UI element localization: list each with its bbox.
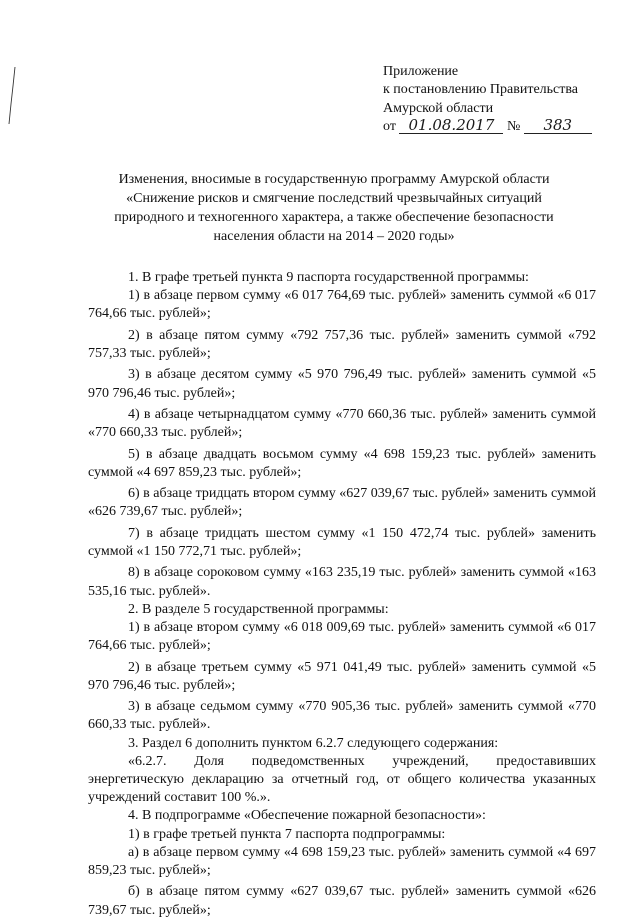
body-paragraph: 6) в абзаце тридцать втором сумму «627 039,67 тыс. рублей» заменить суммой «626 739,67 тыс. рублей»; bbox=[88, 486, 596, 520]
title-line: Изменения, вносимые в государственную программу Амурской области bbox=[118, 172, 550, 187]
body-paragraph: «6.2.7. Доля подведомственных учреждений, предоставивших энергетическую декларацию за отчетный год, от общего количества указанных учреждений составит 100 %.». bbox=[88, 753, 596, 806]
document-body bbox=[88, 269, 596, 920]
body-paragraph: 7) в абзаце тридцать шестом сумму «1 150 472,74 тыс. рублей» заменить суммой «1 150 772,71 тыс. рублей»; bbox=[88, 525, 596, 559]
body-paragraph: 8) в абзаце сороковом сумму «163 235,19 тыс. рублей» заменить суммой «163 535,16 тыс. рублей». bbox=[88, 565, 596, 599]
title-line: «Снижение рисков и смягчение последствий чрезвычайных ситуаций bbox=[126, 191, 542, 206]
body-paragraph: 1) в абзаце втором сумму «6 018 009,69 тыс. рублей» заменить суммой «6 017 764,66 тыс. рублей»; bbox=[88, 619, 596, 654]
body-paragraph: 5) в абзаце двадцать восьмом сумму «4 698 159,23 тыс. рублей» заменить суммой «4 697 859,23 тыс. рублей»; bbox=[88, 446, 596, 480]
body-paragraph: 1) в графе третьей пункта 7 паспорта подпрограммы: bbox=[128, 826, 446, 842]
body-paragraph: 2) в абзаце третьем сумму «5 971 041,49 тыс. рублей» заменить суммой «5 970 796,46 тыс. рублей»; bbox=[88, 659, 596, 693]
handwritten-date: 01.08.2017 bbox=[399, 118, 503, 134]
body-paragraph: 4. В подпрограмме «Обеспечение пожарной безопасности»: bbox=[128, 808, 486, 824]
body-paragraph: 3. Раздел 6 дополнить пунктом 6.2.7 следующего содержания: bbox=[128, 735, 499, 751]
date-prefix: от bbox=[383, 119, 396, 135]
appendix-label: Приложение bbox=[383, 64, 459, 79]
body-paragraph: 3) в абзаце седьмом сумму «770 905,36 тыс. рублей» заменить суммой «770 660,33 тыс. рублей». bbox=[88, 699, 596, 733]
margin-pen-mark bbox=[6, 66, 18, 126]
body-paragraph: 1. В графе третьей пункта 9 паспорта государственной программы: bbox=[128, 270, 529, 285]
date-number-line bbox=[383, 118, 633, 136]
title-line: населения области на 2014 – 2020 годы» bbox=[213, 229, 455, 244]
body-paragraph: 3) в абзаце десятом сумму «5 970 796,49 тыс. рублей» заменить суммой «5 970 796,46 тыс. рублей»; bbox=[88, 367, 596, 401]
region-line: Амурской области bbox=[383, 100, 494, 116]
body-paragraph: 1) в абзаце первом сумму «6 017 764,69 тыс. рублей» заменить суммой «6 017 764,66 тыс. рублей»; bbox=[88, 288, 596, 322]
body-paragraph: б) в абзаце пятом сумму «627 039,67 тыс. рублей» заменить суммой «626 739,67 тыс. рублей»; bbox=[88, 884, 596, 918]
appendix-block bbox=[383, 63, 633, 137]
title-line: природного и техногенного характера, а также обеспечение безопасности bbox=[114, 210, 554, 225]
body-paragraph: 2. В разделе 5 государственной программы: bbox=[128, 601, 389, 617]
document-title bbox=[84, 170, 584, 246]
handwritten-number: 383 bbox=[524, 118, 592, 134]
body-paragraph: 2) в абзаце пятом сумму «792 757,36 тыс. рублей» заменить суммой «792 757,33 тыс. рублей»; bbox=[88, 327, 596, 361]
body-paragraph: а) в абзаце первом сумму «4 698 159,23 тыс. рублей» заменить суммой «4 697 859,23 тыс. рублей»; bbox=[88, 844, 596, 878]
body-paragraph: 4) в абзаце четырнадцатом сумму «770 660,36 тыс. рублей» заменить суммой «770 660,33 тыс. рублей»; bbox=[88, 406, 596, 441]
resolution-line: к постановлению Правительства bbox=[383, 82, 579, 98]
number-prefix: № bbox=[506, 119, 521, 135]
